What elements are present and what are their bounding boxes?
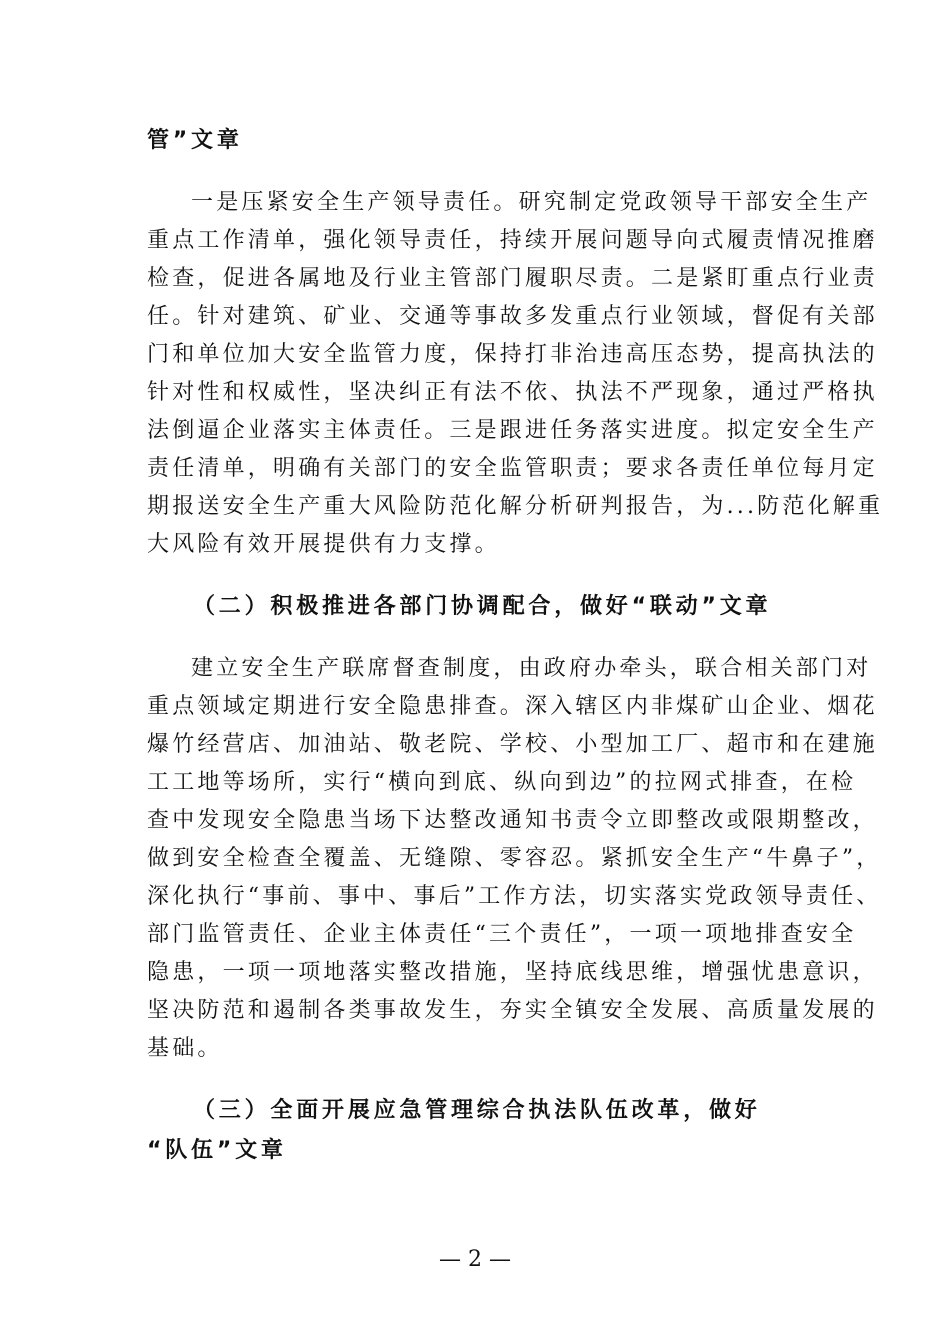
paragraph-line: 检查，促进各属地及行业主管部门履职尽责。二是紧盯重点行业责	[147, 266, 878, 291]
paragraph-line: 针对性和权威性，坚决纠正有法不依、执法不严现象，通过严格执	[147, 380, 878, 405]
paragraph-line: 建立安全生产联席督查制度，由政府办牵头，联合相关部门对	[191, 656, 872, 681]
paragraph-line: 任。针对建筑、矿业、交通等事故多发重点行业领域，督促有关部	[147, 304, 878, 329]
paragraph-line: 做到安全检查全覆盖、无缝隙、零容忍。紧抓安全生产“牛鼻子”，	[147, 846, 882, 871]
paragraph-line: 门和单位加大安全监管力度，保持打非治违高压态势，提高执法的	[147, 342, 878, 367]
paragraph-line: 重点领域定期进行安全隐患排查。深入辖区内非煤矿山企业、烟花	[147, 694, 878, 719]
paragraph-line: 工工地等场所，实行“横向到底、纵向到边”的拉网式排查，在检	[147, 770, 857, 795]
paragraph-line: 隐患，一项一项地落实整改措施，坚持底线思维，增强忧患意识，	[147, 960, 878, 985]
section-heading: （三）全面开展应急管理综合执法队伍改革，做好	[193, 1098, 761, 1123]
paragraph-line: 深化执行“事前、事中、事后”工作方法，切实落实党政领导责任、	[147, 884, 882, 909]
paragraph-line: 期报送安全生产重大风险防范化解分析研判报告，为...防范化解重	[147, 494, 884, 519]
paragraph-line: 责任清单，明确有关部门的安全监管职责；要求各责任单位每月定	[147, 456, 878, 481]
paragraph-line: 爆竹经营店、加油站、敬老院、学校、小型加工厂、超市和在建施	[147, 732, 878, 757]
paragraph-line: 重点工作清单，强化领导责任，持续开展问题导向式履责情况推磨	[147, 228, 878, 253]
paragraph-line: 法倒逼企业落实主体责任。三是跟进任务落实进度。拟定安全生产	[147, 418, 878, 443]
paragraph-line: 查中发现安全隐患当场下达整改通知书责令立即整改或限期整改，	[147, 808, 878, 833]
paragraph-line: 大风险有效开展提供有力支撑。	[147, 532, 500, 557]
paragraph-line: 基础。	[147, 1036, 223, 1061]
page-number: — 2 —	[439, 1247, 511, 1272]
section-heading-continued: “队伍”文章	[147, 1138, 287, 1163]
section-heading: （二）积极推进各部门协调配合，做好“联动”文章	[193, 594, 772, 619]
paragraph-line: 坚决防范和遏制各类事故发生，夯实全镇安全发展、高质量发展的	[147, 998, 878, 1023]
paragraph-line: 部门监管责任、企业主体责任“三个责任”，一项一项地排查安全	[147, 922, 857, 947]
paragraph-line: 一是压紧安全生产领导责任。研究制定党政领导干部安全生产	[191, 190, 872, 215]
section-heading-continued: 管”文章	[147, 128, 243, 153]
